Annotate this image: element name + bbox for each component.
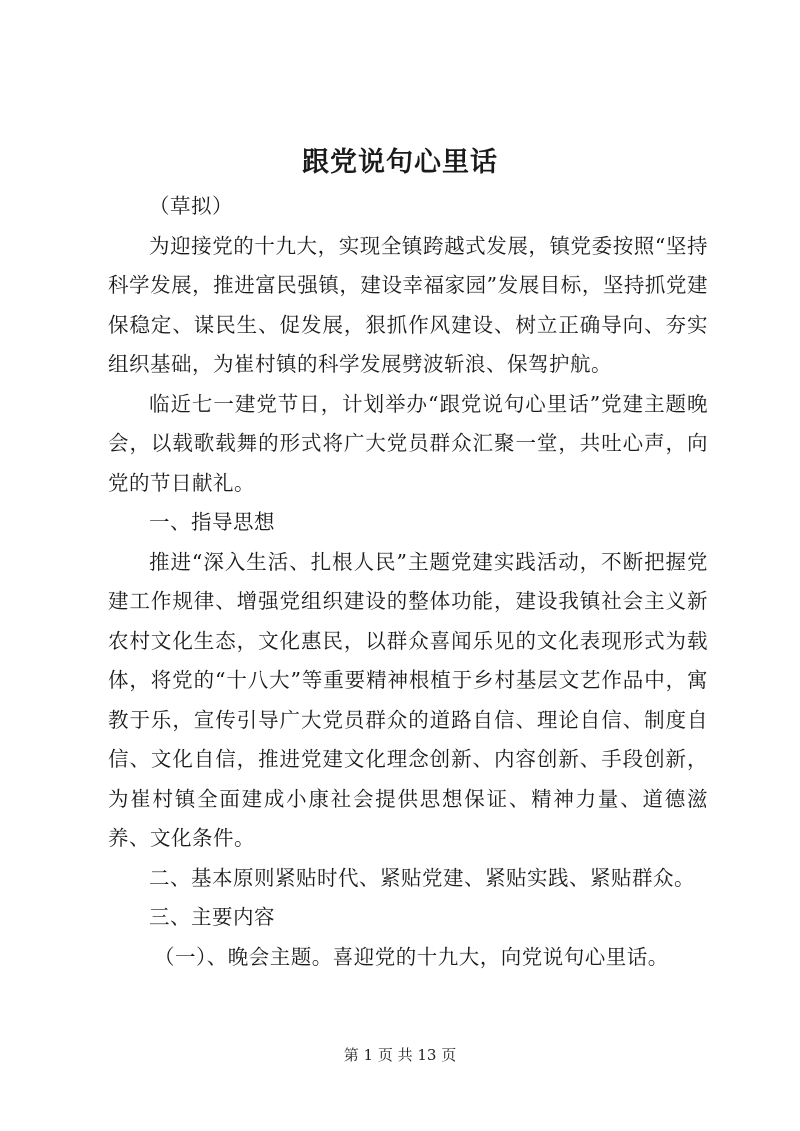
- section-heading-guiding-ideology: 一、指导思想: [149, 510, 275, 534]
- intro-paragraph: 为迎接党的十九大，实现全镇跨越式发展，镇党委按照“坚持科学发展，推进富民强镇，建设幸福家园”发展目标，坚持抓党建保稳定、谋民生、促发展，狠抓作风建设、树立正确导向、夯实组织基础，为崔村镇的科学发展劈波斩浪、保驾护航。: [108, 233, 708, 376]
- page-indicator: 第 1 页 共 13 页: [343, 1046, 457, 1064]
- draft-label: （草拟）: [149, 194, 233, 218]
- document-body: [108, 187, 708, 977]
- gala-theme-item: （一）、晚会主题。喜迎党的十九大，向党说句心里话。: [154, 944, 669, 969]
- document-title: 跟党说句心里话: [302, 147, 498, 178]
- basic-principles-paragraph: 二、基本原则紧贴时代、紧贴党建、紧贴实践、紧贴群众。: [149, 865, 695, 890]
- section-heading-main-content: 三、主要内容: [149, 905, 275, 929]
- guiding-ideology-paragraph: 推进“深入生活、扎根人民”主题党建实践活动，不断把握党建工作规律、增强党组织建设的整体功能，建设我镇社会主义新农村文化生态，文化惠民，以群众喜闻乐见的文化表现形式为载体，将党的“十八大”等重要精神根植于乡村基层文艺作品中，寓教于乐，宣传引导广大党员群众的道路自信、理论自信、制度自信、文化自信，推进党建文化理念创新、内容创新、手段创新，为崔村镇全面建成小康社会提供思想保证、精神力量、道德滋养、文化条件。: [108, 549, 708, 850]
- event-paragraph: 临近七一建党节日，计划举办“跟党说句心里话”党建主题晚会，以载歌载舞的形式将广大党员群众汇聚一堂，共吐心声，向党的节日献礼。: [108, 391, 708, 495]
